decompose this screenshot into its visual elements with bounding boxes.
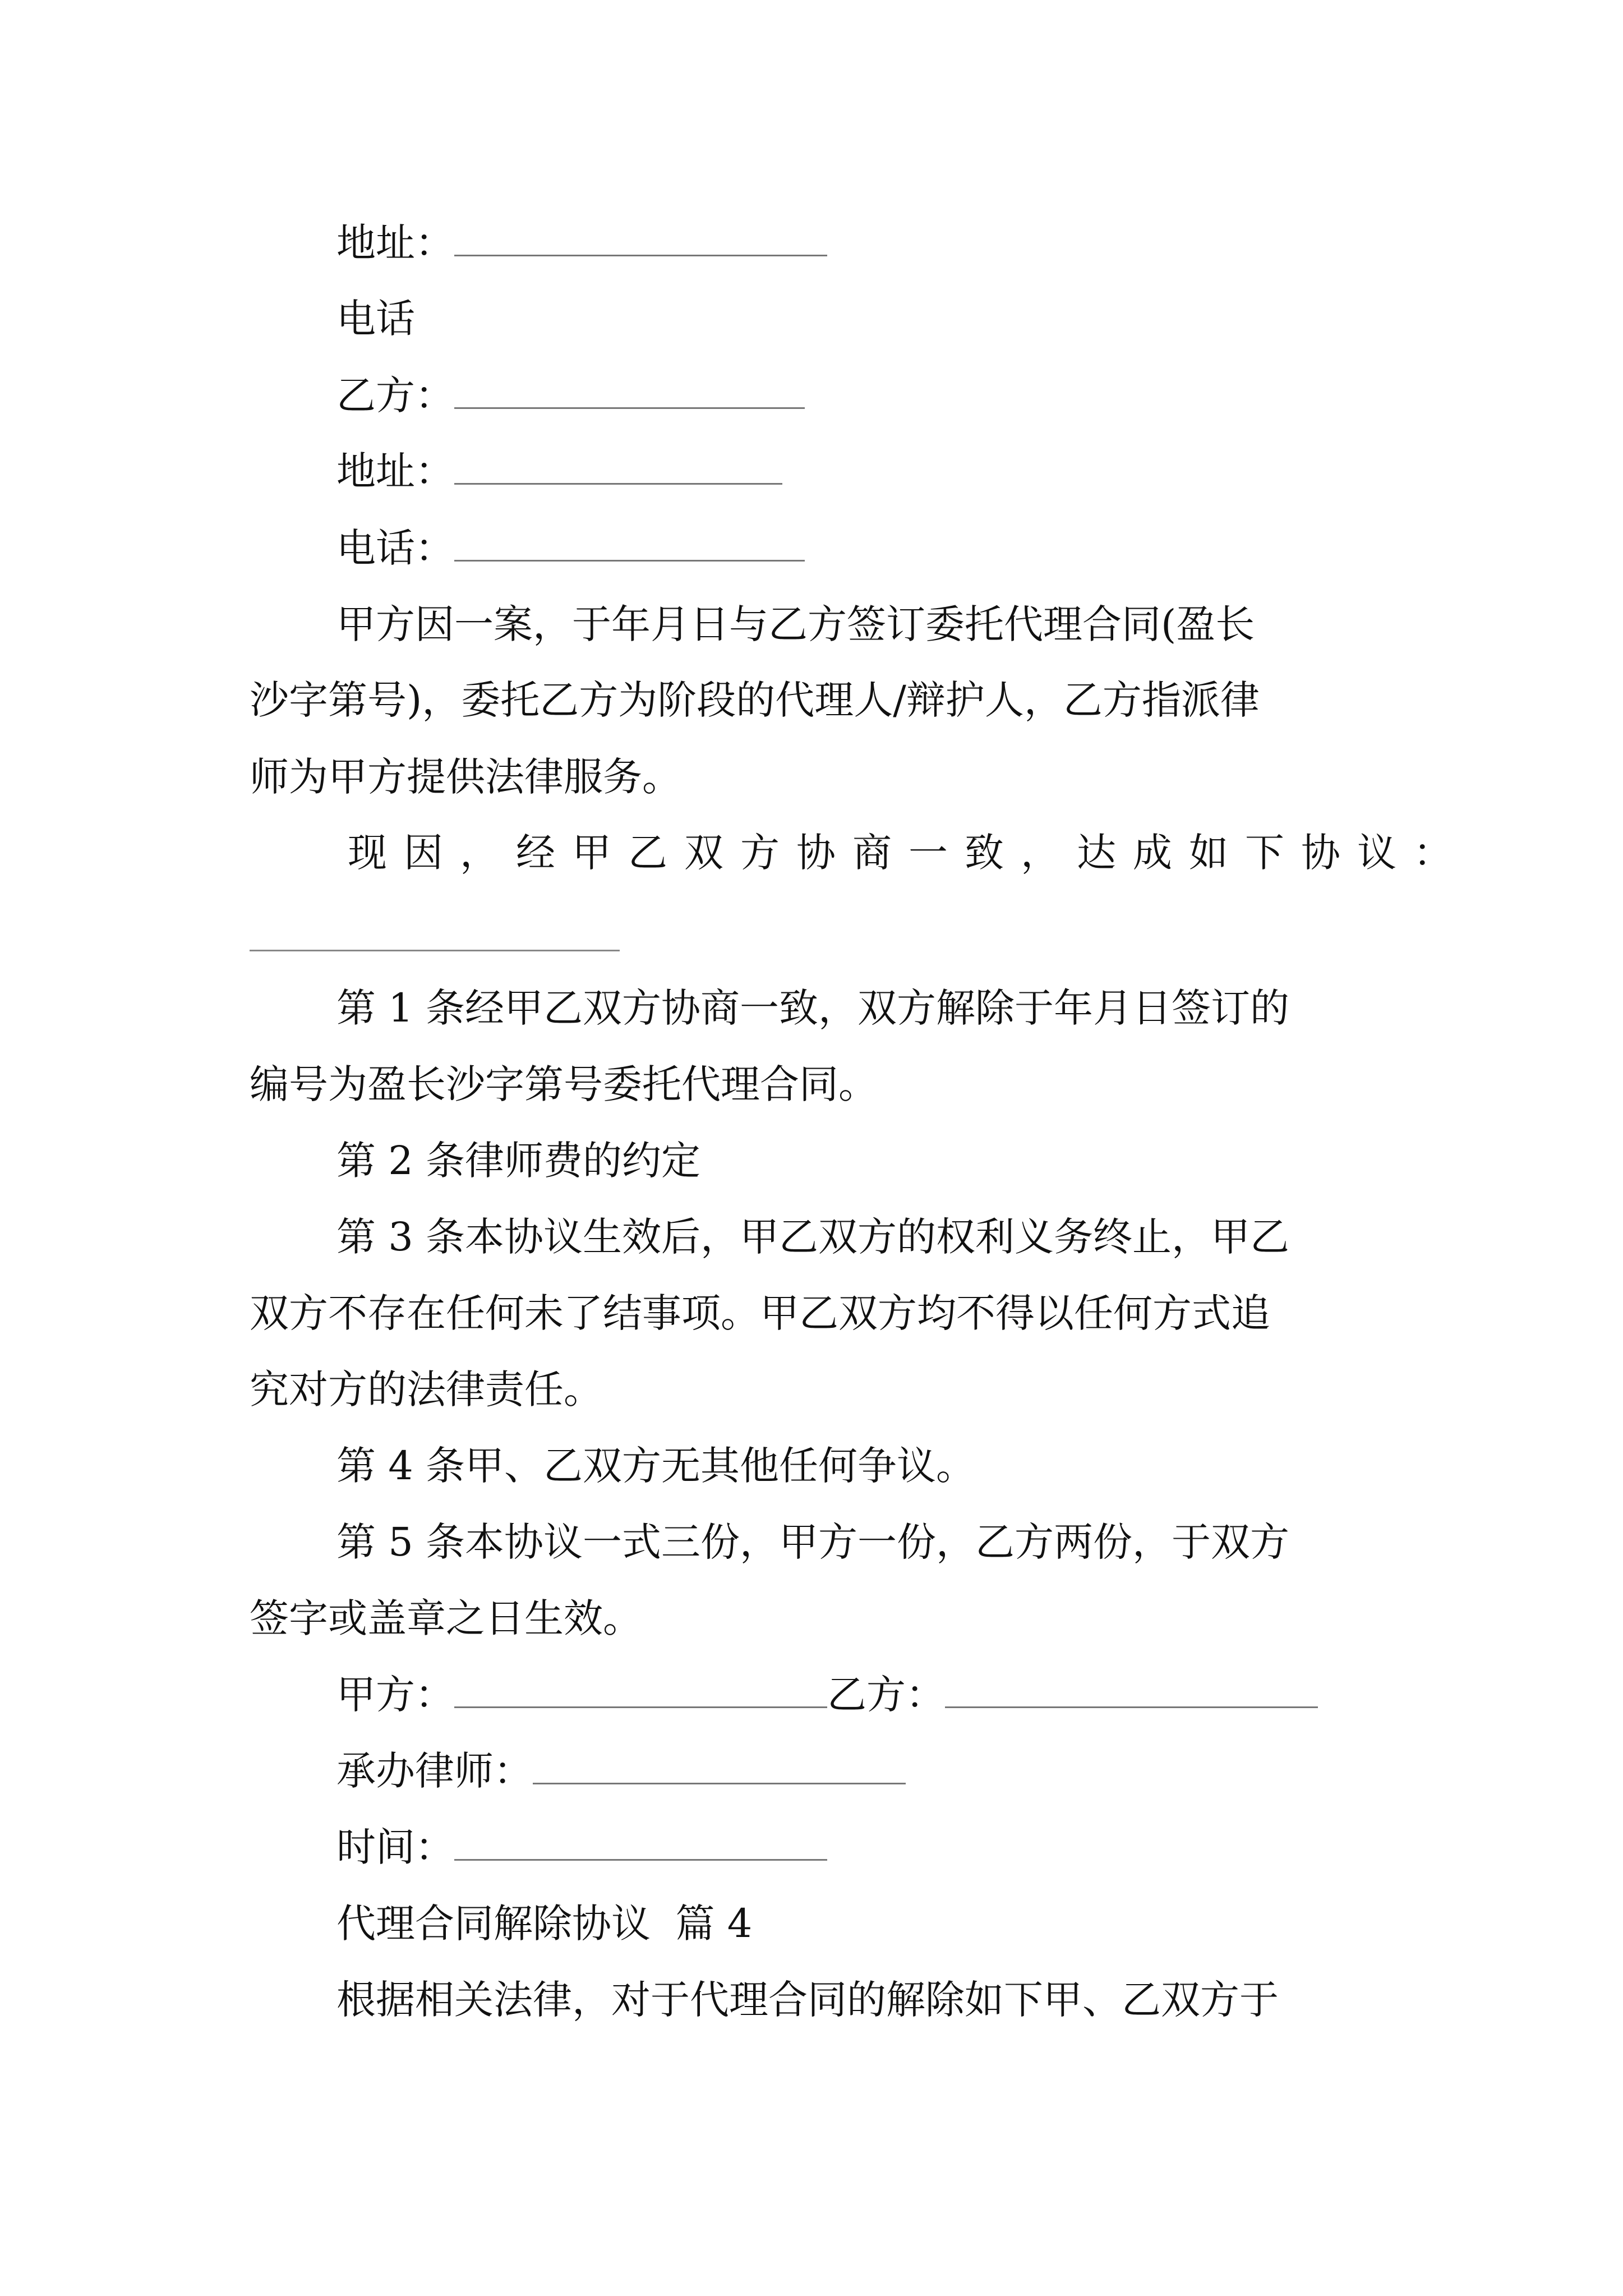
party-a-phone-label: 电话 xyxy=(336,296,415,342)
party-b-phone-label: 电话： xyxy=(336,525,454,571)
party-b-blank xyxy=(454,376,805,409)
party-a-address-blank xyxy=(454,223,827,256)
article-3-line-3: 究对方的法律责任。 xyxy=(250,1366,603,1412)
signature-time-blank xyxy=(454,1828,827,1861)
intro-line-1: 甲方因一案，于年月日与乙方签订委托代理合同(盈长 xyxy=(336,601,1255,647)
party-a-address-label: 地址： xyxy=(336,220,454,266)
party-b-address-row xyxy=(336,446,782,496)
article-1-line-1: 第 1 条经甲乙双方协商一致，双方解除于年月日签订的 xyxy=(336,985,1290,1031)
intro-line-3: 师为甲方提供法律服务。 xyxy=(250,754,681,800)
intro-line-2: 沙字第号)，委托乙方为阶段的代理人/辩护人，乙方指派律 xyxy=(250,677,1260,723)
signature-time-label: 时间： xyxy=(336,1824,454,1870)
article-1-line-2: 编号为盈长沙字第号委托代理合同。 xyxy=(250,1061,878,1107)
signature-time-row xyxy=(336,1822,827,1872)
signature-party-b-label: 乙方： xyxy=(827,1672,945,1718)
signature-lawyer-label: 承办律师： xyxy=(336,1748,533,1794)
agreement-blank-line xyxy=(250,950,620,951)
party-b-phone-row xyxy=(336,523,805,573)
party-b-address-label: 地址： xyxy=(336,448,454,494)
agreement-intro xyxy=(348,827,1469,878)
signature-lawyer-row xyxy=(336,1746,906,1796)
party-b-address-blank xyxy=(454,452,782,485)
agreement-intro-text: 现因，经甲乙双方协商一致，达成如下协议： xyxy=(348,830,1469,876)
signature-parties-row xyxy=(336,1669,1318,1720)
next-section-title: 代理合同解除协议 篇 4 xyxy=(336,1901,753,1947)
party-b-row xyxy=(336,370,805,421)
next-section-first-line: 根据相关法律，对于代理合同的解除如下甲、乙双方于 xyxy=(336,1977,1279,2023)
article-2: 第 2 条律师费的约定 xyxy=(336,1138,701,1184)
article-3-line-2: 双方不存在任何未了结事项。甲乙双方均不得以任何方式追 xyxy=(250,1290,1270,1336)
party-a-phone-row xyxy=(336,293,415,344)
signature-party-a-label: 甲方： xyxy=(336,1672,454,1718)
article-5-line-2: 签字或盖章之日生效。 xyxy=(250,1595,642,1641)
article-3-line-1: 第 3 条本协议生效后，甲乙双方的权利义务终止，甲乙 xyxy=(336,1214,1290,1260)
signature-lawyer-blank xyxy=(533,1751,906,1784)
article-5-line-1: 第 5 条本协议一式三份，甲方一份，乙方两份，于双方 xyxy=(336,1519,1290,1565)
article-4: 第 4 条甲、乙双方无其他任何争议。 xyxy=(336,1443,976,1489)
signature-party-b-blank xyxy=(945,1675,1318,1708)
party-b-label: 乙方： xyxy=(336,372,454,418)
signature-party-a-blank xyxy=(454,1675,827,1708)
party-b-phone-blank xyxy=(454,528,805,562)
party-a-address-row xyxy=(336,218,827,268)
